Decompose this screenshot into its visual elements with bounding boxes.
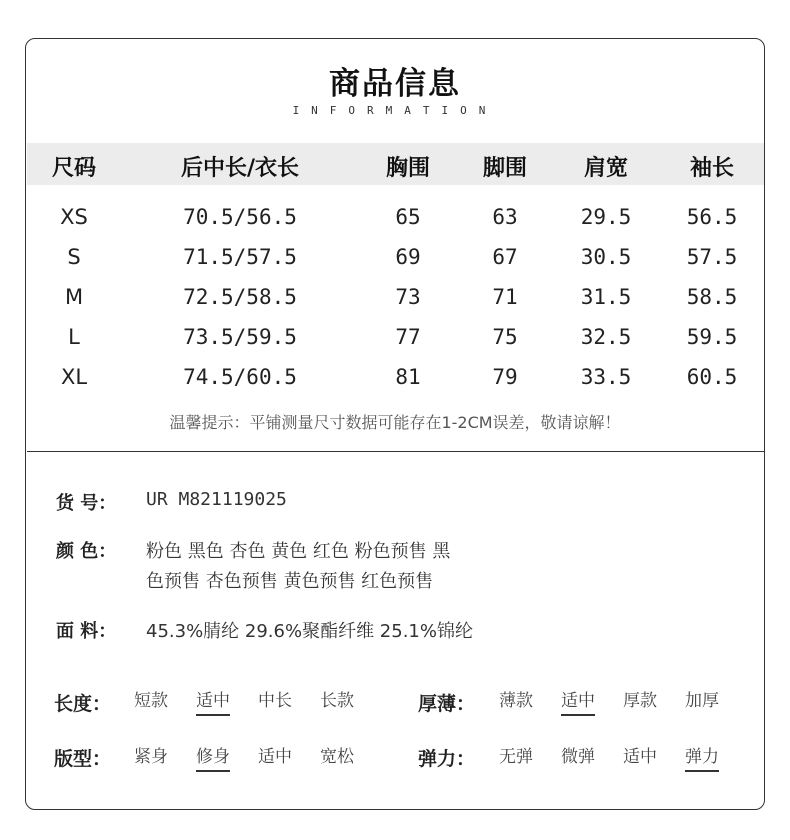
fit-option: 紧身: [134, 747, 168, 767]
thickness-label: 厚薄：: [418, 693, 476, 715]
fabric-label: 面 料：: [56, 621, 117, 642]
size-cell-shoulder: 32.5: [580, 325, 632, 349]
size-cell-sleeve: 56.5: [686, 205, 738, 229]
elasticity-option: 适中: [623, 747, 657, 767]
fit-option: 宽松: [320, 747, 354, 767]
size-cell-hem: 71: [492, 285, 518, 309]
size-cell-size: L: [68, 325, 80, 349]
size-cell-chest: 69: [395, 245, 421, 269]
length-option: 中长: [258, 691, 292, 711]
length-label: 长度：: [54, 693, 112, 715]
length-option: 短款: [134, 691, 168, 711]
size-cell-chest: 73: [395, 285, 421, 309]
column-header-shoulder: 肩宽: [583, 156, 628, 181]
fabric-value: 45.3%腈纶 29.6%聚酯纤维 25.1%锦纶: [146, 621, 473, 642]
size-cell-hem: 63: [492, 205, 518, 229]
size-cell-size: S: [67, 245, 81, 269]
color-value-line-2: 色预售 杏色预售 黄色预售 红色预售: [146, 571, 434, 592]
elasticity-label: 弹力：: [418, 748, 476, 770]
elasticity-option: 微弹: [561, 747, 595, 767]
column-header-sleeve: 袖长: [689, 156, 734, 181]
size-cell-shoulder: 33.5: [580, 365, 632, 389]
size-cell-size: XL: [60, 365, 88, 389]
fit-option: 适中: [258, 747, 292, 767]
size-cell-hem: 79: [492, 365, 518, 389]
size-cell-length: 71.5/57.5: [183, 245, 297, 269]
size-cell-chest: 81: [395, 365, 421, 389]
size-cell-hem: 75: [492, 325, 518, 349]
item-no-label: 货 号：: [56, 493, 117, 514]
fit-option: 修身: [196, 742, 230, 772]
color-label: 颜 色：: [56, 541, 117, 562]
color-value-line-1: 粉色 黑色 杏色 黄色 红色 粉色预售 黑: [146, 541, 451, 562]
fit-label: 版型：: [54, 748, 112, 770]
size-cell-sleeve: 59.5: [686, 325, 738, 349]
size-cell-shoulder: 30.5: [580, 245, 632, 269]
column-header-chest: 胸围: [385, 156, 430, 181]
size-cell-shoulder: 31.5: [580, 285, 632, 309]
size-cell-sleeve: 58.5: [686, 285, 738, 309]
length-option: 适中: [196, 686, 230, 716]
size-cell-sleeve: 60.5: [686, 365, 738, 389]
thickness-option: 薄款: [499, 691, 533, 711]
page-title: 商品信息: [329, 66, 461, 102]
thickness-option: 加厚: [685, 691, 719, 711]
column-header-hem: 脚围: [482, 156, 527, 181]
size-cell-length: 74.5/60.5: [183, 365, 297, 389]
size-cell-length: 72.5/58.5: [183, 285, 297, 309]
page-subtitle: INFORMATION: [292, 104, 498, 117]
size-cell-chest: 65: [395, 205, 421, 229]
size-cell-sleeve: 57.5: [686, 245, 738, 269]
size-cell-length: 70.5/56.5: [183, 205, 297, 229]
size-cell-chest: 77: [395, 325, 421, 349]
elasticity-option: 无弹: [499, 747, 533, 767]
item-no-value: UR M821119025: [146, 489, 287, 510]
size-cell-shoulder: 29.5: [580, 205, 632, 229]
thickness-option: 适中: [561, 686, 595, 716]
size-cell-length: 73.5/59.5: [183, 325, 297, 349]
measurement-note: 温馨提示：平铺测量尺寸数据可能存在1-2CM误差，敬请谅解！: [169, 413, 621, 432]
section-divider: [27, 451, 764, 452]
column-header-size: 尺码: [51, 156, 96, 181]
column-header-length: 后中长/衣长: [180, 156, 300, 181]
elasticity-option: 弹力: [685, 742, 719, 772]
size-cell-size: M: [64, 285, 84, 309]
size-cell-hem: 67: [492, 245, 518, 269]
length-option: 长款: [320, 691, 354, 711]
size-cell-size: XS: [60, 205, 88, 229]
thickness-option: 厚款: [623, 691, 657, 711]
